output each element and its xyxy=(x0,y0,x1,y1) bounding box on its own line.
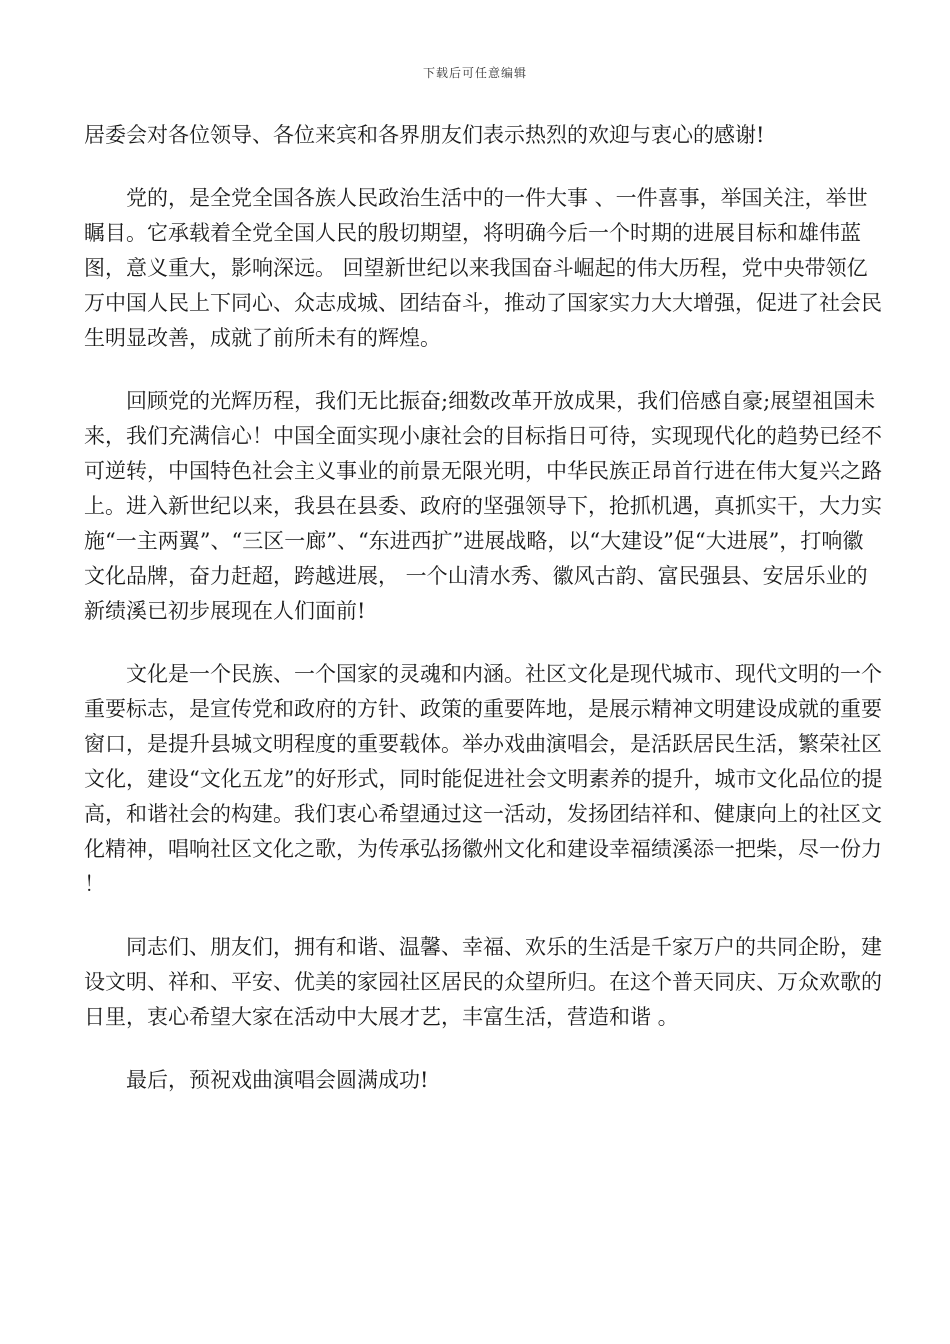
paragraph-1: 居委会对各位领导、各位来宾和各界朋友们表示热烈的欢迎与衷心的感谢! xyxy=(84,123,765,147)
paragraph-4: 文化是一个民族、一个国家的灵魂和内涵。社区文化是现代城市、现代文明的一个重要标志，是宣传党和政府的方针、政策的重要阵地，是展示精神文明建设成就的重要窗口，是提升县城文明程度的重要载体。举办戏曲演唱会，是活跃居民生活，繁荣社区文化，建设“文化五龙”的好形式，同时能促进社会文明素养的提升，城市文化品位的提高，和谐社会的构建。我们衷心希望通过这一活动，发扬团结祥和、健康向上的社区文化精神，唱响社区文化之歌，为传承弘扬徽州文化和建设幸福绩溪添一把柴，尽一份力 ！ xyxy=(84,662,883,896)
paragraph-3: 回顾党的光辉历程，我们无比振奋;细数改革开放成果，我们倍感自豪;展望祖国未来，我们充满信心！中国全面实现小康社会的目标指日可待，实现现代化的趋势已经不可逆转，中国特色社会主义事业的前景无限光明，中华民族正昂首行进在伟大复兴之路上。进入新世纪以来，我县在县委、政府的坚强领导下，抢抓机遇，真抓实干，大力实施“一主两翼”、“三区一廊”、“东进西扩”进展战略，以“大建设”促“大进展”，打响徽文化品牌，奋力赶超，跨越进展， 一个山清水秀、徽风古韵、富民强县、安居乐业的新绩溪已初步展现在人们面前! xyxy=(84,389,882,623)
paragraph-6: 最后，预祝戏曲演唱会圆满成功! xyxy=(126,1068,429,1092)
paragraph-5: 同志们、朋友们，拥有和谐、温馨、幸福、欢乐的生活是千家万户的共同企盼，建设文明、祥和、平安、优美的家园社区居民的众望所归。在这个普天同庆、万众欢歌的日里，衷心希望大家在活动中大展才艺，丰富生活，营造和谐 。 xyxy=(84,935,882,1029)
paragraph-2: 党的，是全党全国各族人民政治生活中的一件大事 、一件喜事，举国关注，举世瞩目。它承载着全党全国人民的殷切期望，将明确今后一个时期的进展目标和雄伟蓝图，意义重大，影响深远。 回望新世纪以来我国奋斗崛起的伟大历程，党中央带领亿万中国人民上下同心、众志成城、团结奋斗，推动了国家实力大大增强，促进了社会民生明显改善，成就了前所未有的辉煌。 xyxy=(84,186,882,350)
document-body xyxy=(84,118,884,1126)
page-header-note: 下载后可任意编辑 xyxy=(422,66,527,80)
